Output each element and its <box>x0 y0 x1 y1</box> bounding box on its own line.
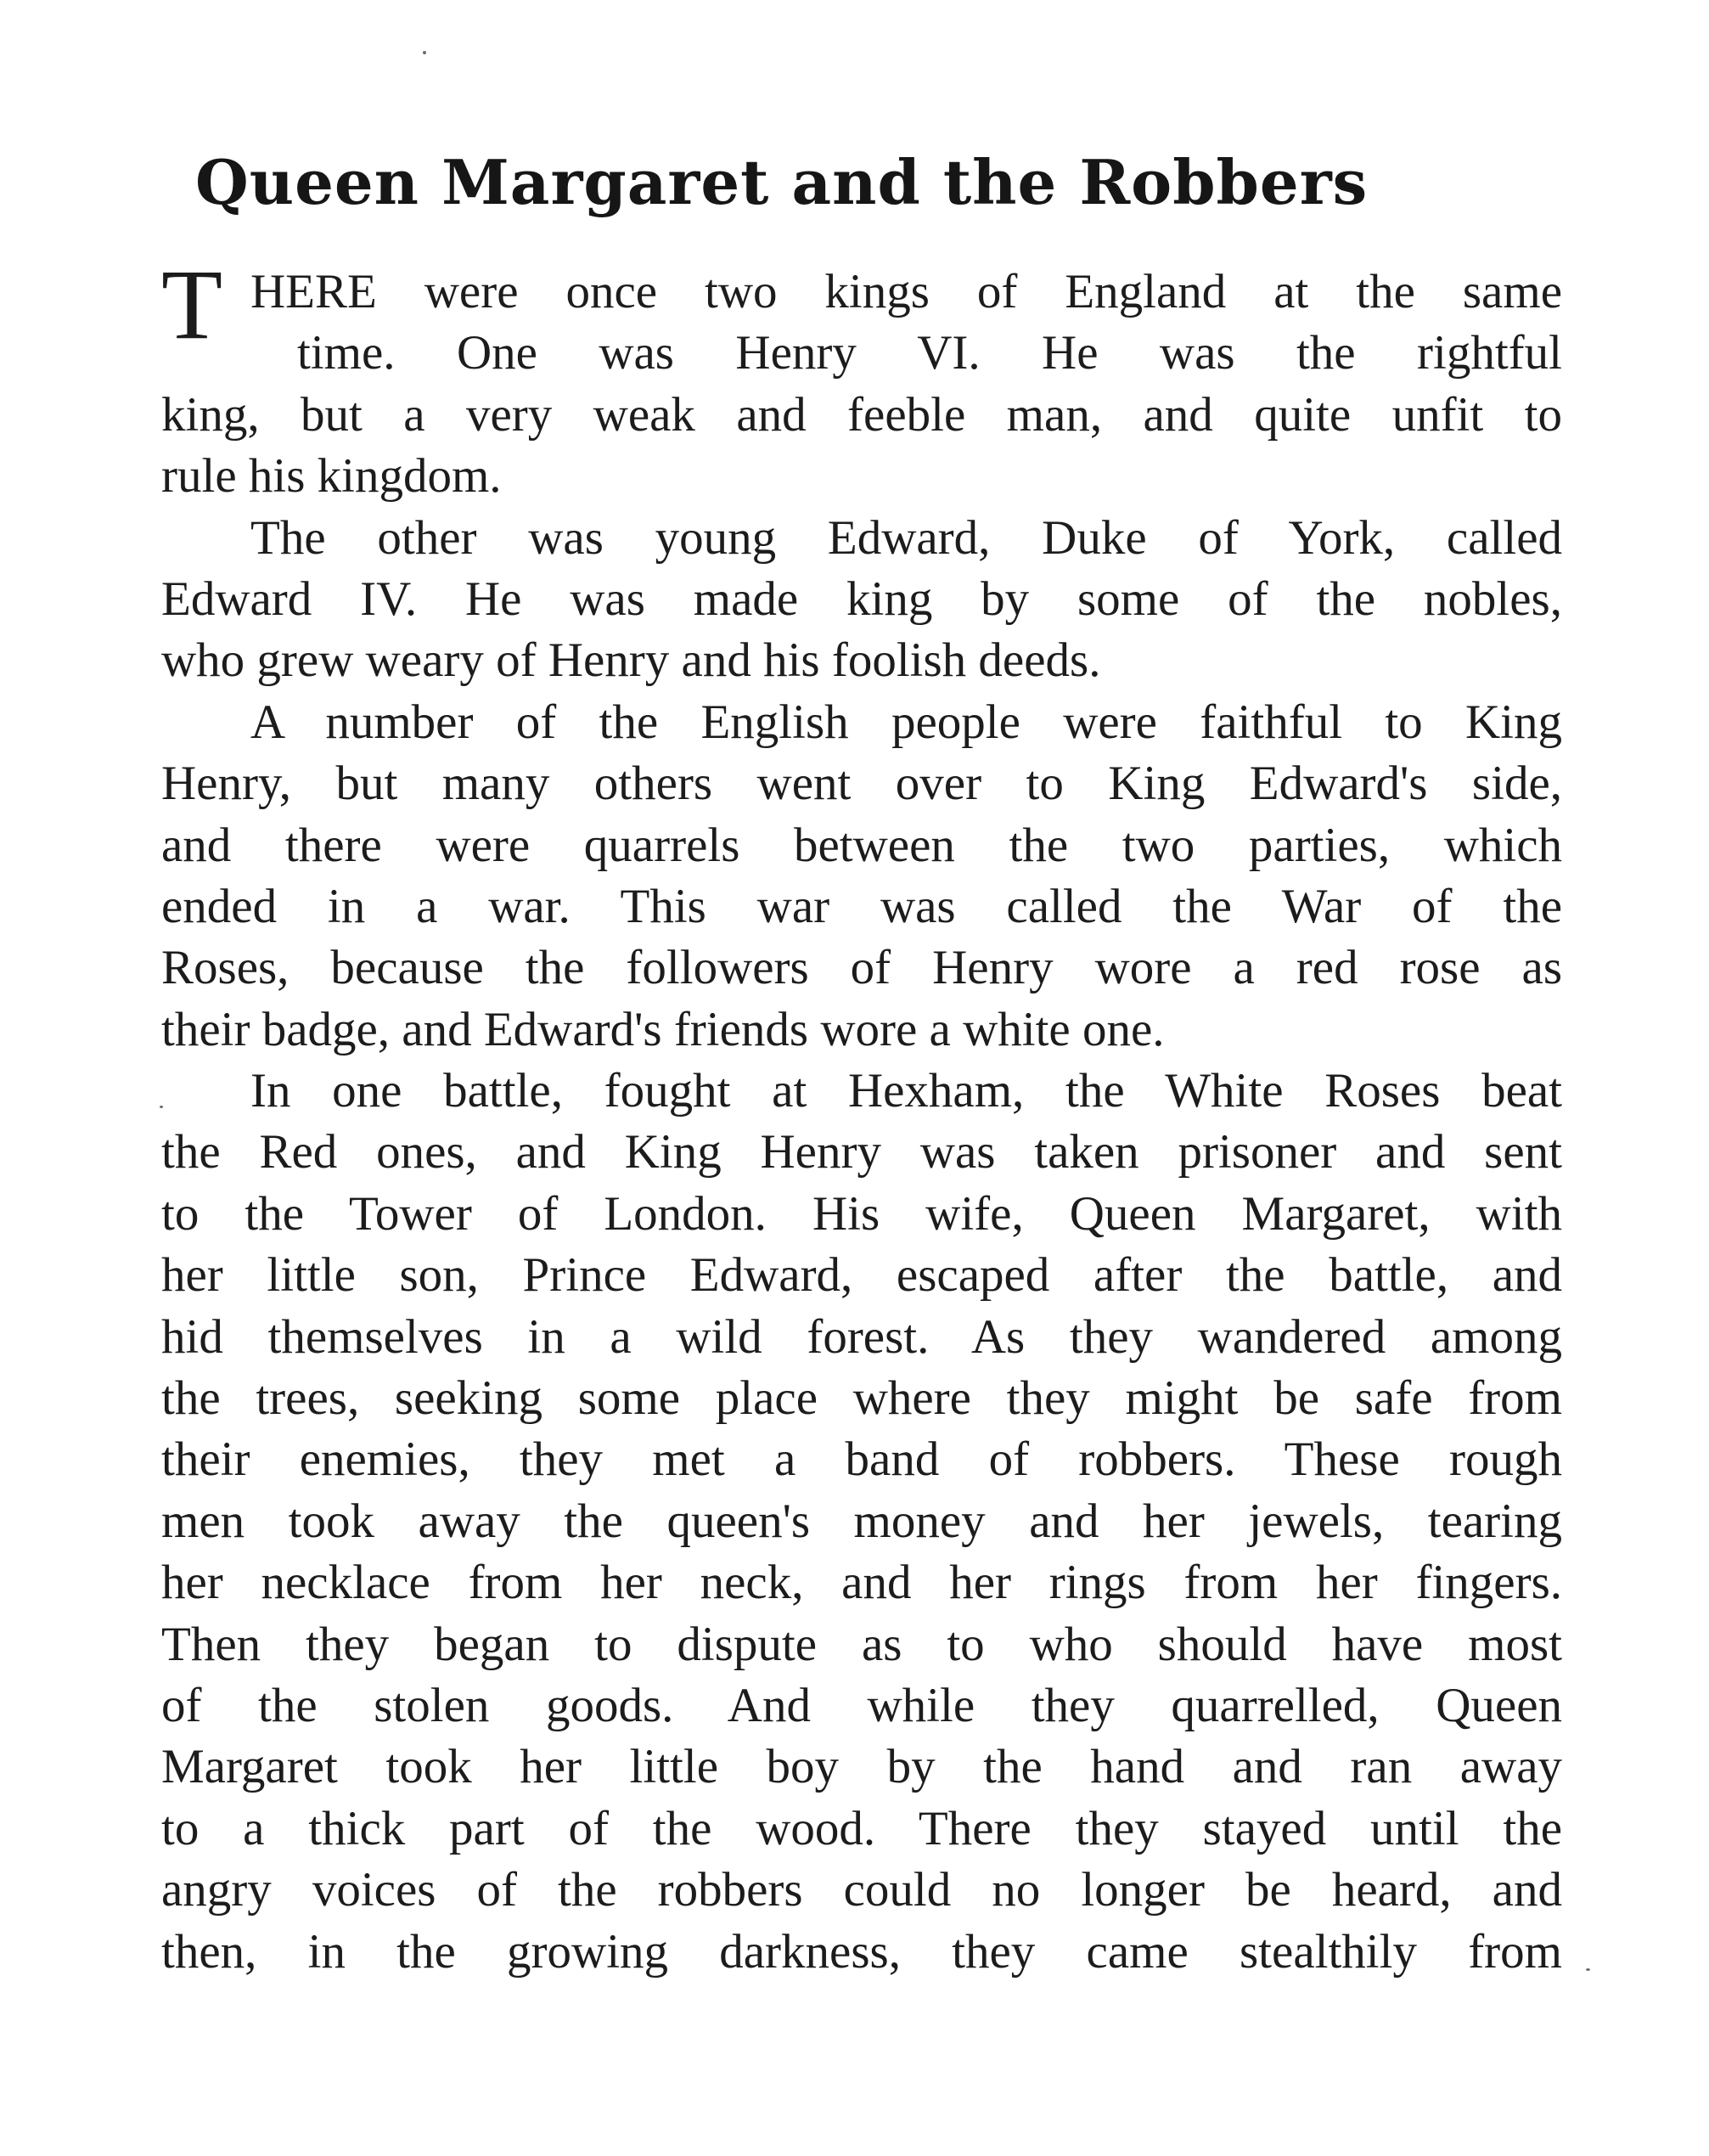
text-line: In one battle, fought at Hexham, the White Roses beat <box>250 1064 1562 1118</box>
text-line: Then they began to dispute as to who should have most <box>161 1617 1562 1671</box>
text-line: Edward IV. He was made king by some of the nobles, <box>161 571 1562 626</box>
page-title: Queen Margaret and the Robbers <box>195 146 1369 218</box>
text-line: king, but a very weak and feeble man, and quite unfit to <box>161 387 1562 442</box>
text-line: HERE were once two kings of England at the same <box>250 265 1562 318</box>
text-line: men took away the queen's money and her jewels, tearing <box>161 1494 1562 1548</box>
text-line: hid themselves in a wild forest. As they wandered among <box>161 1309 1562 1364</box>
text-line: her necklace from her neck, and her rings from her fingers. <box>161 1556 1562 1610</box>
text-line: their badge, and Edward's friends wore a white one. <box>161 1002 1165 1056</box>
text-line: her little son, Prince Edward, escaped after the battle, and <box>161 1248 1562 1303</box>
text-line: Henry, but many others went over to King Edward's side, <box>161 757 1562 811</box>
text-line: Roses, because the followers of Henry wore a red rose as <box>161 941 1562 995</box>
text-line: time. One was Henry VI. He was the rightful <box>297 326 1562 380</box>
text-line: angry voices of the robbers could no longer be heard, and <box>161 1863 1562 1917</box>
text-line: their enemies, they met a band of robbers. These rough <box>161 1433 1562 1487</box>
text-line: and there were quarrels between the two parties, which <box>161 818 1562 872</box>
scan-speck <box>1586 1968 1590 1971</box>
text-line: ended in a war. This war was called the War of the <box>161 879 1562 933</box>
text-line: to a thick part of the wood. There they stayed until the <box>161 1801 1562 1855</box>
text-line: A number of the English people were faithful to King <box>250 695 1562 749</box>
text-line: rule his kingdom. <box>161 449 502 504</box>
text-line: of the stolen goods. And while they quarrelled, Queen <box>161 1678 1562 1732</box>
drop-cap: T <box>161 249 223 360</box>
story-text <box>161 262 1562 1983</box>
scan-speck <box>160 1106 163 1108</box>
text-line: who grew weary of Henry and his foolish deeds. <box>161 633 1101 688</box>
scan-speck <box>423 51 426 54</box>
text-line: the Red ones, and King Henry was taken prisoner and sent <box>161 1125 1562 1179</box>
text-line: the trees, seeking some place where they might be safe from <box>161 1371 1562 1426</box>
text-line: to the Tower of London. His wife, Queen Margaret, with <box>161 1186 1562 1241</box>
text-line: then, in the growing darkness, they came stealthily from <box>161 1924 1562 1979</box>
text-line: The other was young Edward, Duke of York, called <box>250 510 1562 565</box>
text-line: Margaret took her little boy by the hand and ran away <box>161 1740 1562 1794</box>
